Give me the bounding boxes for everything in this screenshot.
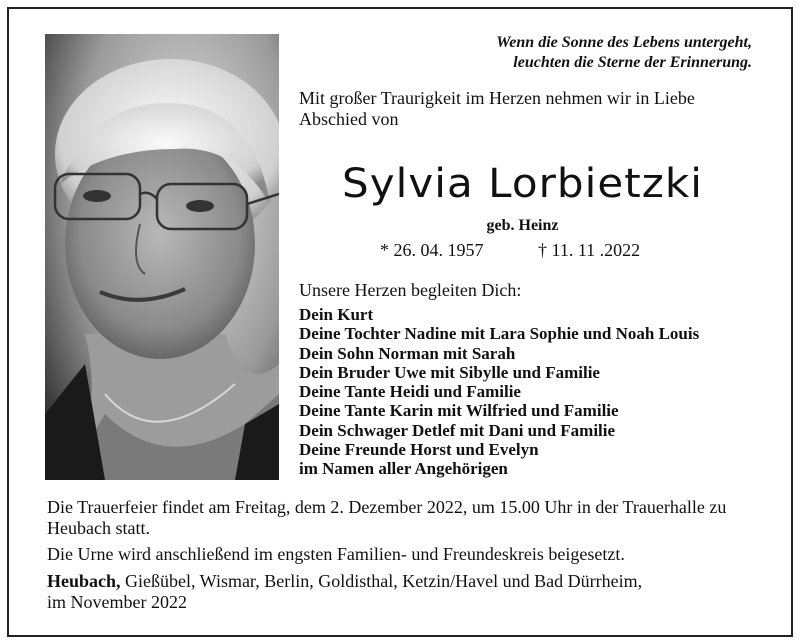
notice-date: im November 2022 [47, 592, 187, 612]
mourners-list [299, 305, 699, 479]
portrait-photo [45, 34, 279, 480]
mourner-entry: Dein Schwager Detlef mit Dani und Familie [299, 420, 616, 440]
mourner-entry: Dein Bruder Uwe mit Sibylle und Familie [299, 362, 600, 382]
memorial-quote [496, 33, 752, 73]
home-town: Heubach, [47, 571, 121, 591]
mourner-entry: Dein Kurt [299, 305, 374, 324]
mourner-entry: Deine Tante Karin mit Wilfried und Familie [299, 401, 619, 421]
intro-text: Mit großer Traurigkeit im Herzen nehmen wir in Liebe Abschied von [299, 88, 695, 129]
companions-intro: Unsere Herzen begleiten Dich: [299, 280, 522, 300]
mourner-entry: Dein Sohn Norman mit Sarah [299, 343, 516, 363]
birth-date: * 26. 04. 1957 [380, 240, 484, 260]
mourner-entry: Deine Tochter Nadine mit Lara Sophie und Noah Louis [299, 324, 700, 344]
other-places: Gießübel, Wismar, Berlin, Goldisthal, Ketzin/Havel und Bad Dürrheim, [120, 571, 643, 591]
quote-line-1: Wenn die Sonne des Lebens untergeht, [496, 34, 752, 51]
deceased-name: Sylvia Lorbietzki [342, 161, 703, 207]
death-date: † 11. 11 .2022 [538, 240, 641, 260]
mourner-entry: im Namen aller Angehörigen [299, 459, 508, 479]
funeral-service-info: Die Trauerfeier findet am Freitag, dem 2. Dezember 2022, um 15.00 Uhr in der Trauerhalle zu Heubach statt. [47, 497, 727, 538]
mourner-entry: Deine Tante Heidi und Familie [299, 382, 521, 402]
urn-burial-info: Die Urne wird anschließend im engsten Familien- und Freundeskreis beigesetzt. [47, 544, 625, 564]
quote-line-2: leuchten die Sterne der Erinnerung. [513, 54, 752, 71]
places-line [47, 571, 767, 592]
mourner-entry: Deine Freunde Horst und Evelyn [299, 440, 539, 460]
places-and-date [47, 571, 767, 613]
birth-name: geb. Heinz [486, 217, 559, 234]
